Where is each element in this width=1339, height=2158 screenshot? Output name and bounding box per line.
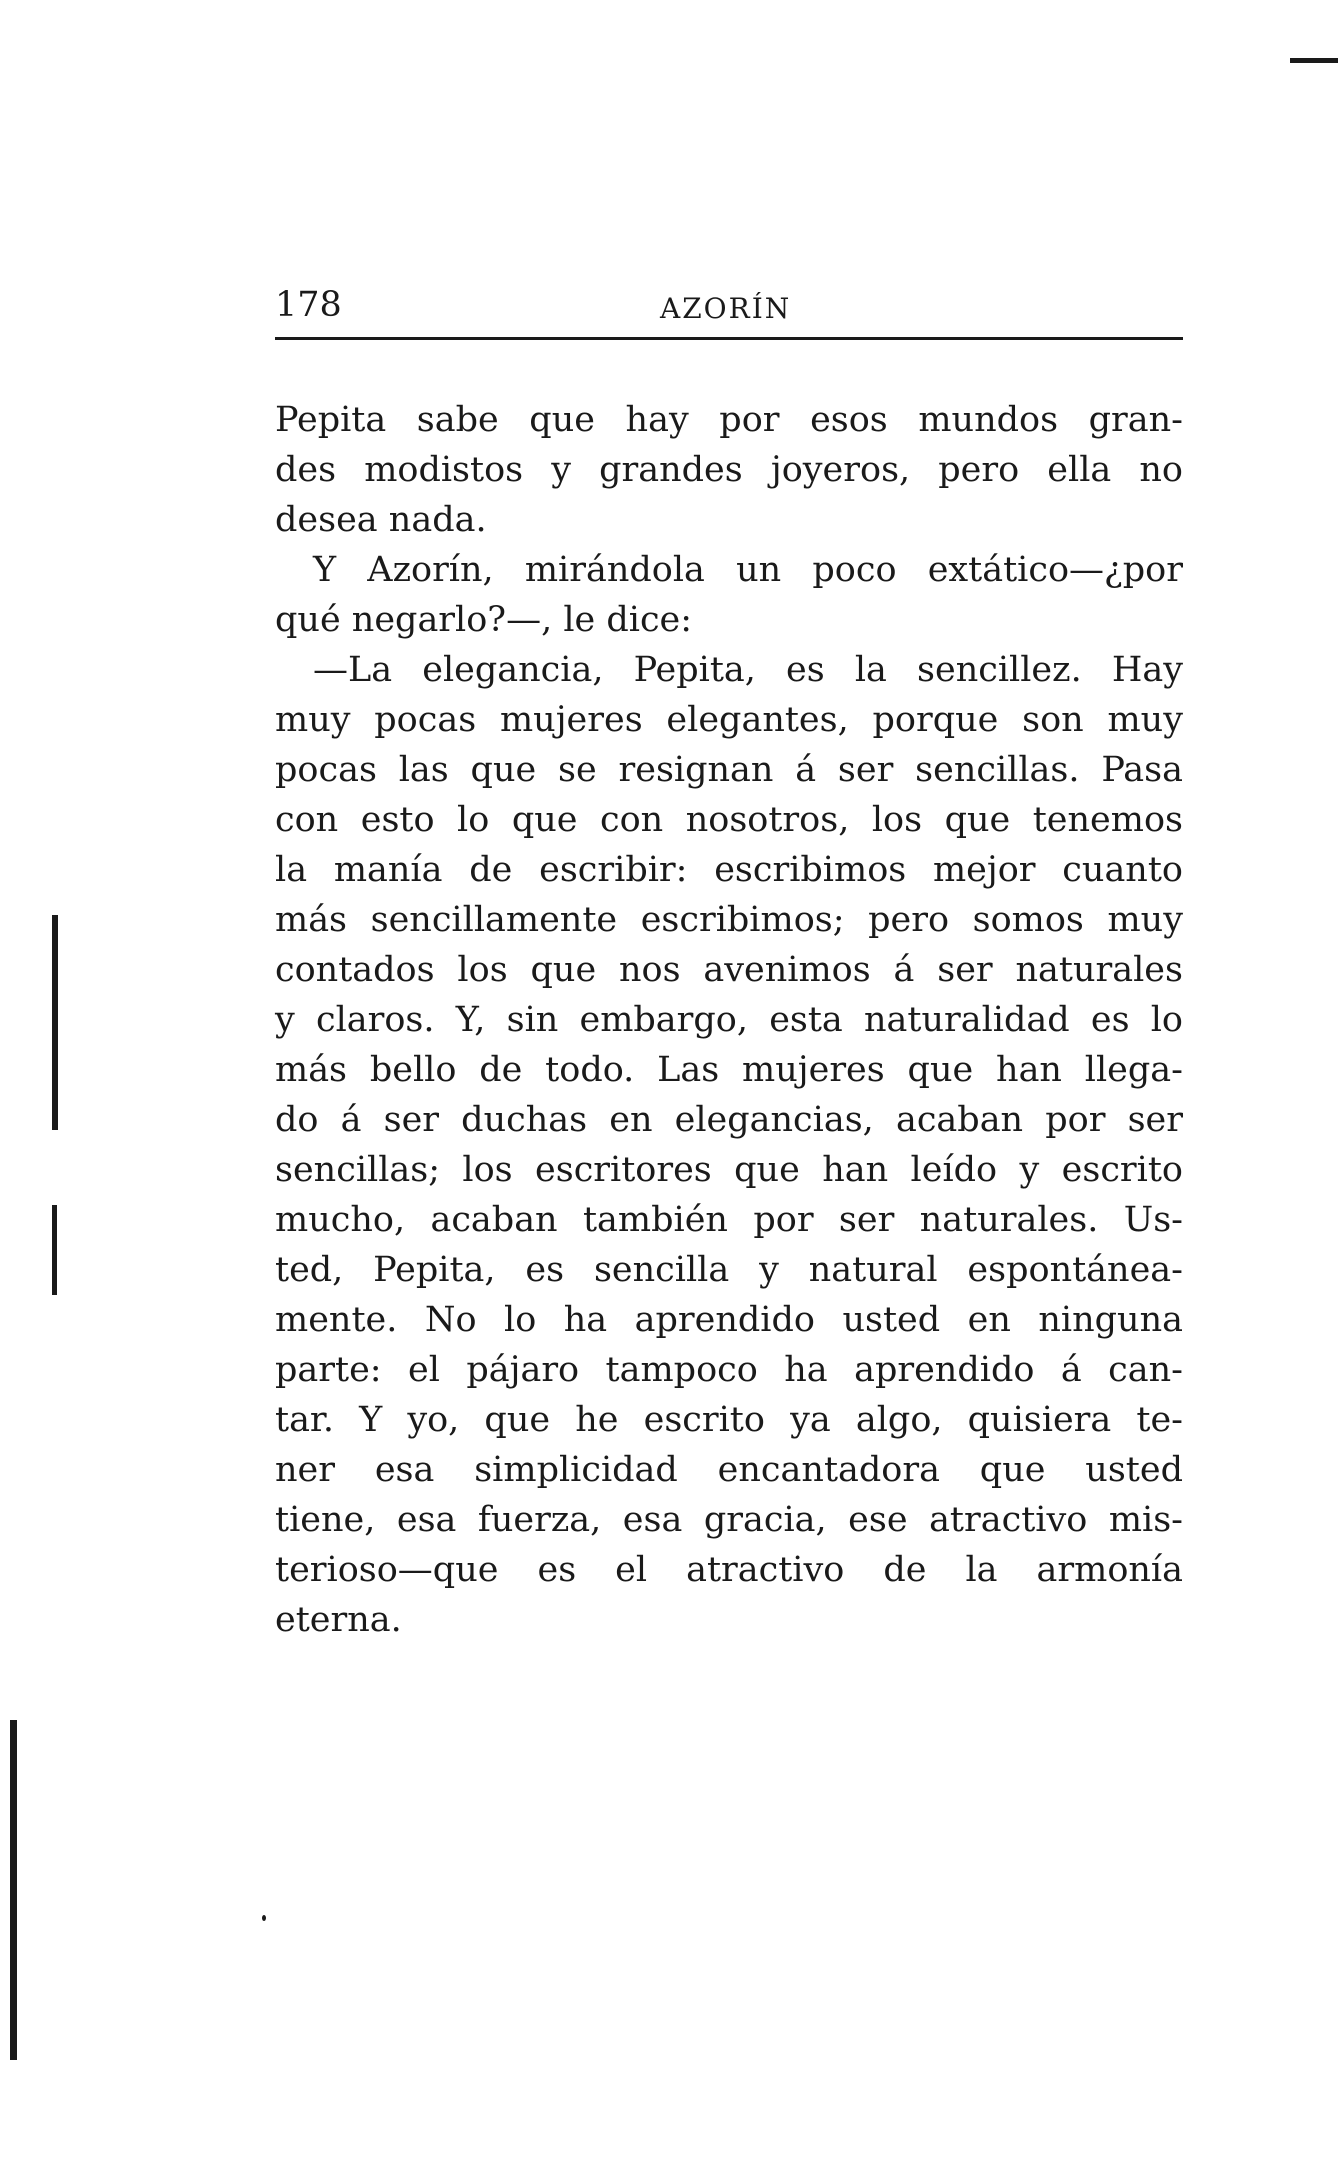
text-line: parte: el pájaro tampoco ha aprendido á can- (275, 1350, 1183, 1390)
scan-mark (262, 1915, 266, 1921)
text-line: más sencillamente escribimos; pero somos muy (275, 900, 1183, 940)
text-line: muy pocas mujeres elegantes, porque son muy (275, 700, 1183, 740)
text-line: pocas las que se resignan á ser sencillas. Pasa (275, 750, 1183, 790)
text-line: más bello de todo. Las mujeres que han llega- (275, 1050, 1183, 1090)
text-line: ted, Pepita, es sencilla y natural espontánea- (275, 1250, 1183, 1290)
text-line: con esto lo que con nosotros, los que tenemos (275, 800, 1183, 840)
text-line: tar. Y yo, que he escrito ya algo, quisiera te- (275, 1400, 1183, 1440)
text-line: terioso—que es el atractivo de la armonía (275, 1550, 1183, 1590)
scan-mark (1290, 58, 1338, 63)
text-line: eterna. (275, 1600, 402, 1640)
text-line: contados los que nos avenimos á ser naturales (275, 950, 1183, 990)
scan-mark (52, 915, 58, 1130)
page-header (275, 280, 1183, 330)
text-line: Pepita sabe que hay por esos mundos gran- (275, 400, 1183, 440)
text-line: qué negarlo?—, le dice: (275, 600, 693, 640)
text-line: —La elegancia, Pepita, es la sencillez. Hay (313, 650, 1183, 690)
text-line: des modistos y grandes joyeros, pero ella no (275, 450, 1183, 490)
running-head: AZORÍN (660, 292, 792, 325)
text-line: mente. No lo ha aprendido usted en ninguna (275, 1300, 1183, 1340)
page-number: 178 (275, 285, 342, 325)
body-text (275, 395, 1183, 1645)
text-line: ner esa simplicidad encantadora que usted (275, 1450, 1183, 1490)
header-rule (275, 337, 1183, 340)
text-line: Y Azorín, mirándola un poco extático—¿por (313, 550, 1183, 590)
text-line: y claros. Y, sin embargo, esta naturalidad es lo (275, 1000, 1183, 1040)
text-line: mucho, acaban también por ser naturales. Us- (275, 1200, 1183, 1240)
scan-mark (10, 1720, 17, 2060)
text-line: tiene, esa fuerza, esa gracia, ese atractivo mis- (275, 1500, 1183, 1540)
scan-mark (52, 1205, 57, 1295)
text-line: la manía de escribir: escribimos mejor cuanto (275, 850, 1183, 890)
text-line: sencillas; los escritores que han leído y escrito (275, 1150, 1183, 1190)
text-line: do á ser duchas en elegancias, acaban por ser (275, 1100, 1183, 1140)
text-line: desea nada. (275, 500, 487, 540)
